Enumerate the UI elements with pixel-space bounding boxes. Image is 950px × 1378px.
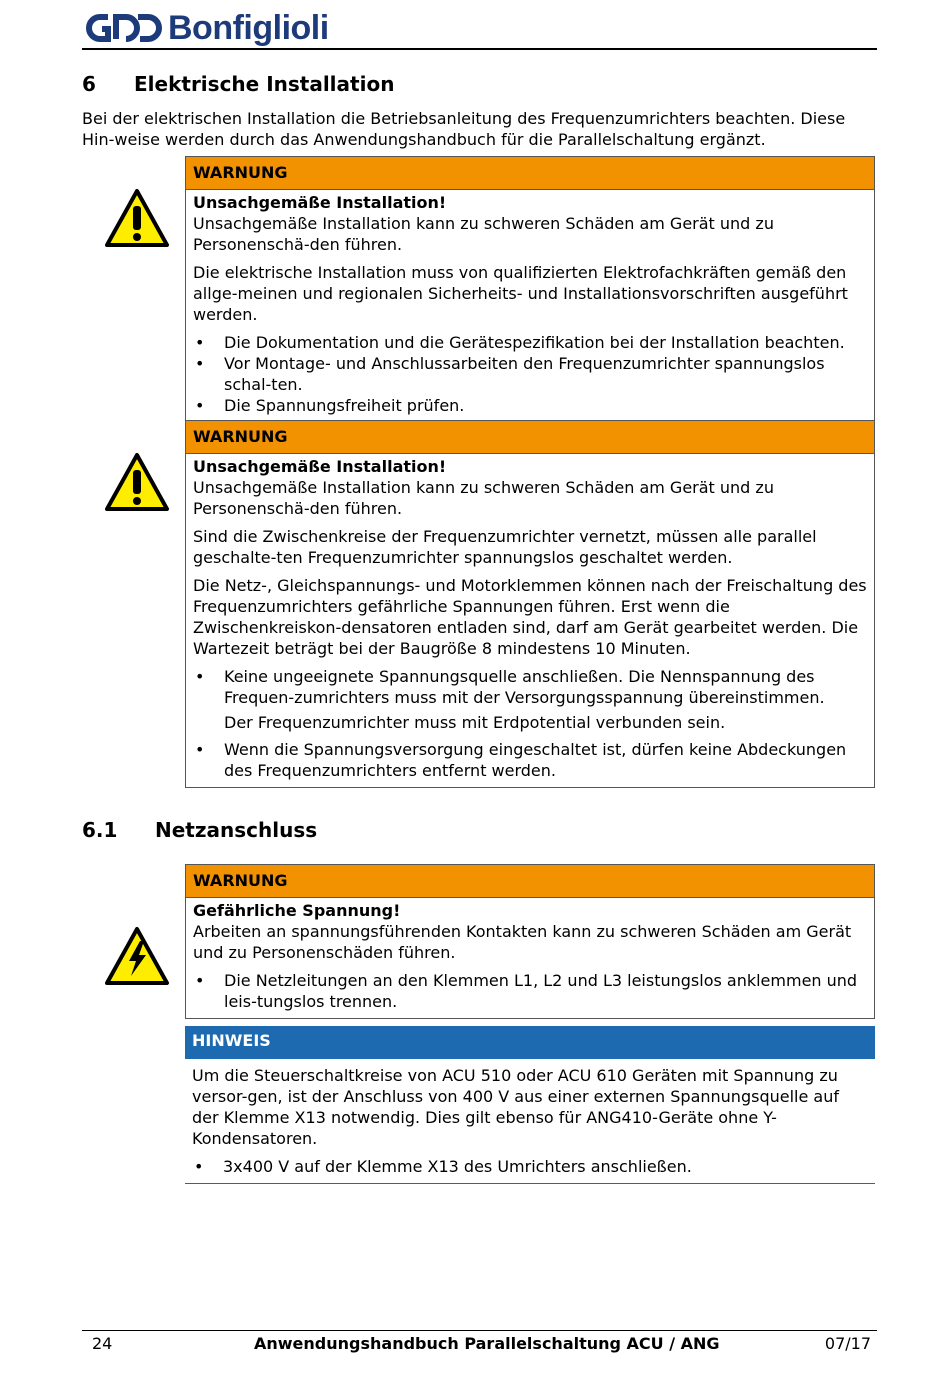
warning-lead: Unsachgemäße Installation kann zu schweren Schäden am Gerät und zu Personenschä-den führen. <box>193 214 774 254</box>
warning-list <box>193 970 867 1012</box>
warning-list <box>193 332 867 416</box>
header-divider <box>82 48 877 50</box>
subsection-heading <box>82 818 317 842</box>
warning-title: Unsachgemäße Installation! <box>193 193 447 212</box>
note-box <box>185 1026 875 1184</box>
warning-triangle-icon <box>104 452 170 512</box>
document-title: Anwendungshandbuch Parallelschaltung ACU / ANG <box>254 1334 720 1353</box>
list-item: • Die Spannungsfreiheit prüfen. <box>193 395 867 416</box>
warning-list <box>193 666 867 708</box>
list-item: • Die Dokumentation und die Gerätespezifikation bei der Installation beachten. <box>193 332 867 353</box>
warning-label: WARNUNG <box>186 157 874 190</box>
warning-lead: Unsachgemäße Installation kann zu schweren Schäden am Gerät und zu Personenschä-den führen. <box>193 478 774 518</box>
list-item-continuation: Der Frequenzumrichter muss mit Erdpotential verbunden sein. <box>224 713 726 732</box>
page-number: 24 <box>92 1334 113 1353</box>
brand-logo <box>86 8 329 48</box>
note-list <box>192 1156 868 1177</box>
list-item: • Vor Montage- und Anschlussarbeiten den Frequenzumrichter spannungslos schal-ten. <box>193 353 867 395</box>
warning-title: Unsachgemäße Installation! <box>193 457 447 476</box>
section-heading <box>82 72 394 96</box>
document-date: 07/17 <box>824 1334 871 1353</box>
warning-list <box>193 739 867 781</box>
warning-box-2 <box>185 420 875 788</box>
list-item: • Wenn die Spannungsversorgung eingeschaltet ist, dürfen keine Abdeckungen des Frequenzumrichters entfernt werden. <box>193 739 867 781</box>
section-title: Elektrische Installation <box>134 72 395 96</box>
warning-paragraph: Die Netz-, Gleichspannungs- und Motorklemmen können nach der Freischaltung des Frequenzumrichters gefährliche Spannungen führen. Erst wenn die Zwischenkreiskon-densatoren entladen sind, darf am Gerät gearbeitet werden. Die Wartezeit beträgt bei der Baugröße 8 mindestens 10 Minuten. <box>193 576 867 658</box>
warning-box-3 <box>185 864 875 1019</box>
list-item: • Die Netzleitungen an den Klemmen L1, L2 und L3 leistungslos anklemmen und leis-tungslos trennen. <box>193 970 867 1012</box>
warning-lead: Arbeiten an spannungsführenden Kontakten kann zu schweren Schäden am Gerät und zu Personenschäden führen. <box>193 922 852 962</box>
warning-box-1 <box>185 156 875 423</box>
section-number: 6 <box>82 72 96 96</box>
warning-triangle-icon <box>104 188 170 248</box>
high-voltage-icon <box>104 926 170 986</box>
list-item: • Keine ungeeignete Spannungsquelle anschließen. Die Nennspannung des Frequen-zumrichters muss mit der Versorgungsspannung übereinstimmen. <box>193 666 867 708</box>
warning-label: WARNUNG <box>186 865 874 898</box>
warning-paragraph: Die elektrische Installation muss von qualifizierten Elektrofachkräften gemäß den allge-meinen und regionalen Sicherheits- und Installationsvorschriften ausgeführt werden. <box>193 263 848 324</box>
warning-label: WARNUNG <box>186 421 874 454</box>
note-label: HINWEIS <box>185 1026 875 1059</box>
bonfiglioli-logo-icon <box>86 11 162 45</box>
subsection-title: Netzanschluss <box>155 818 318 842</box>
footer-divider <box>82 1330 877 1331</box>
warning-paragraph: Sind die Zwischenkreise der Frequenzumrichter vernetzt, müssen alle parallel geschalte-ten Frequenzumrichter spannungslos geschaltet werden. <box>193 527 817 567</box>
brand-name: Bonfiglioli <box>168 8 329 47</box>
warning-title: Gefährliche Spannung! <box>193 901 401 920</box>
intro-paragraph: Bei der elektrischen Installation die Betriebsanleitung des Frequenzumrichters beachten. Diese Hin-weise werden durch das Anwendungshandbuch für die Parallelschaltung ergänzt. <box>82 109 846 149</box>
note-paragraph: Um die Steuerschaltkreise von ACU 510 oder ACU 610 Geräten mit Spannung zu versor-gen, ist der Anschluss von 400 V aus einer externen Spannungsquelle auf der Klemme X13 notwendig. Dies gilt ebenso für ANG410-Geräte ohne Y-Kondensatoren. <box>192 1066 839 1148</box>
subsection-number: 6.1 <box>82 818 118 842</box>
list-item: • 3x400 V auf der Klemme X13 des Umrichters anschließen. <box>192 1156 868 1177</box>
